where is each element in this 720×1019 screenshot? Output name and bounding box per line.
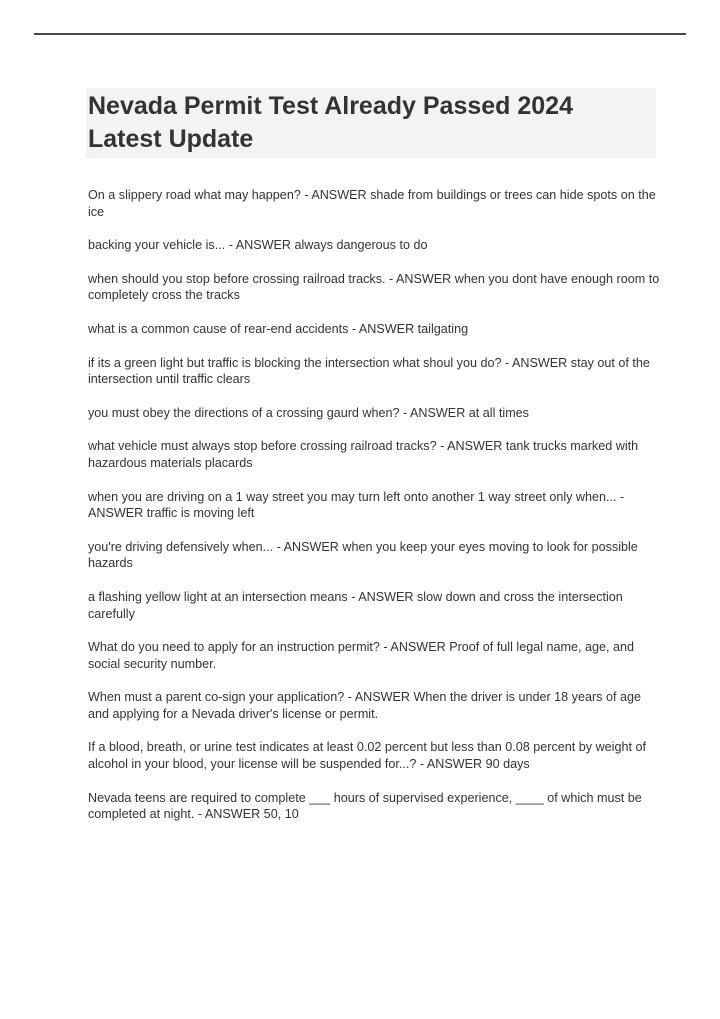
qa-list [88, 187, 660, 840]
title-line-1: Nevada Permit Test Already Passed 2024 [88, 92, 573, 120]
qa-item: you must obey the directions of a crossing gaurd when? - ANSWER at all times [88, 405, 529, 420]
qa-item: Nevada teens are required to complete ___ hours of supervised experience, ____ of which must be completed at night. - ANSWER 50, 10 [88, 790, 642, 822]
qa-item: What do you need to apply for an instruction permit? - ANSWER Proof of full legal name, age, and social security number. [88, 640, 635, 671]
title-line-2: Latest Update [88, 125, 254, 153]
top-divider [34, 33, 686, 35]
qa-item: if its a green light but traffic is blocking the intersection what shoul you do? - ANSWER stay out of the intersection until traffic clears [88, 355, 650, 387]
qa-item: when you are driving on a 1 way street you may turn left onto another 1 way street only when... - ANSWER traffic is moving left [88, 489, 625, 521]
qa-item: a flashing yellow light at an intersection means - ANSWER slow down and cross the intersection carefully [88, 589, 623, 621]
qa-item: when should you stop before crossing railroad tracks. - ANSWER when you dont have enough room to completely cross the tracks [88, 271, 660, 303]
page-title [88, 90, 652, 156]
qa-item: On a slippery road what may happen? - ANSWER shade from buildings or trees can hide spots on the ice [88, 188, 656, 219]
title-block [86, 88, 656, 158]
qa-item: If a blood, breath, or urine test indicates at least 0.02 percent but less than 0.08 percent by weight of alcohol in your blood, your license will be suspended for...? - ANSWER 90 days [88, 740, 646, 772]
qa-item: what vehicle must always stop before crossing railroad tracks? - ANSWER tank trucks marked with hazardous materials placards [88, 439, 639, 470]
qa-item: what is a common cause of rear-end accidents - ANSWER tailgating [88, 321, 469, 336]
qa-item: backing your vehicle is... - ANSWER always dangerous to do [88, 238, 428, 253]
qa-item: When must a parent co-sign your application? - ANSWER When the driver is under 18 years of age and applying for a Nevada driver's license or permit. [88, 690, 641, 721]
qa-item: you're driving defensively when... - ANSWER when you keep your eyes moving to look for possible hazards [88, 539, 638, 571]
